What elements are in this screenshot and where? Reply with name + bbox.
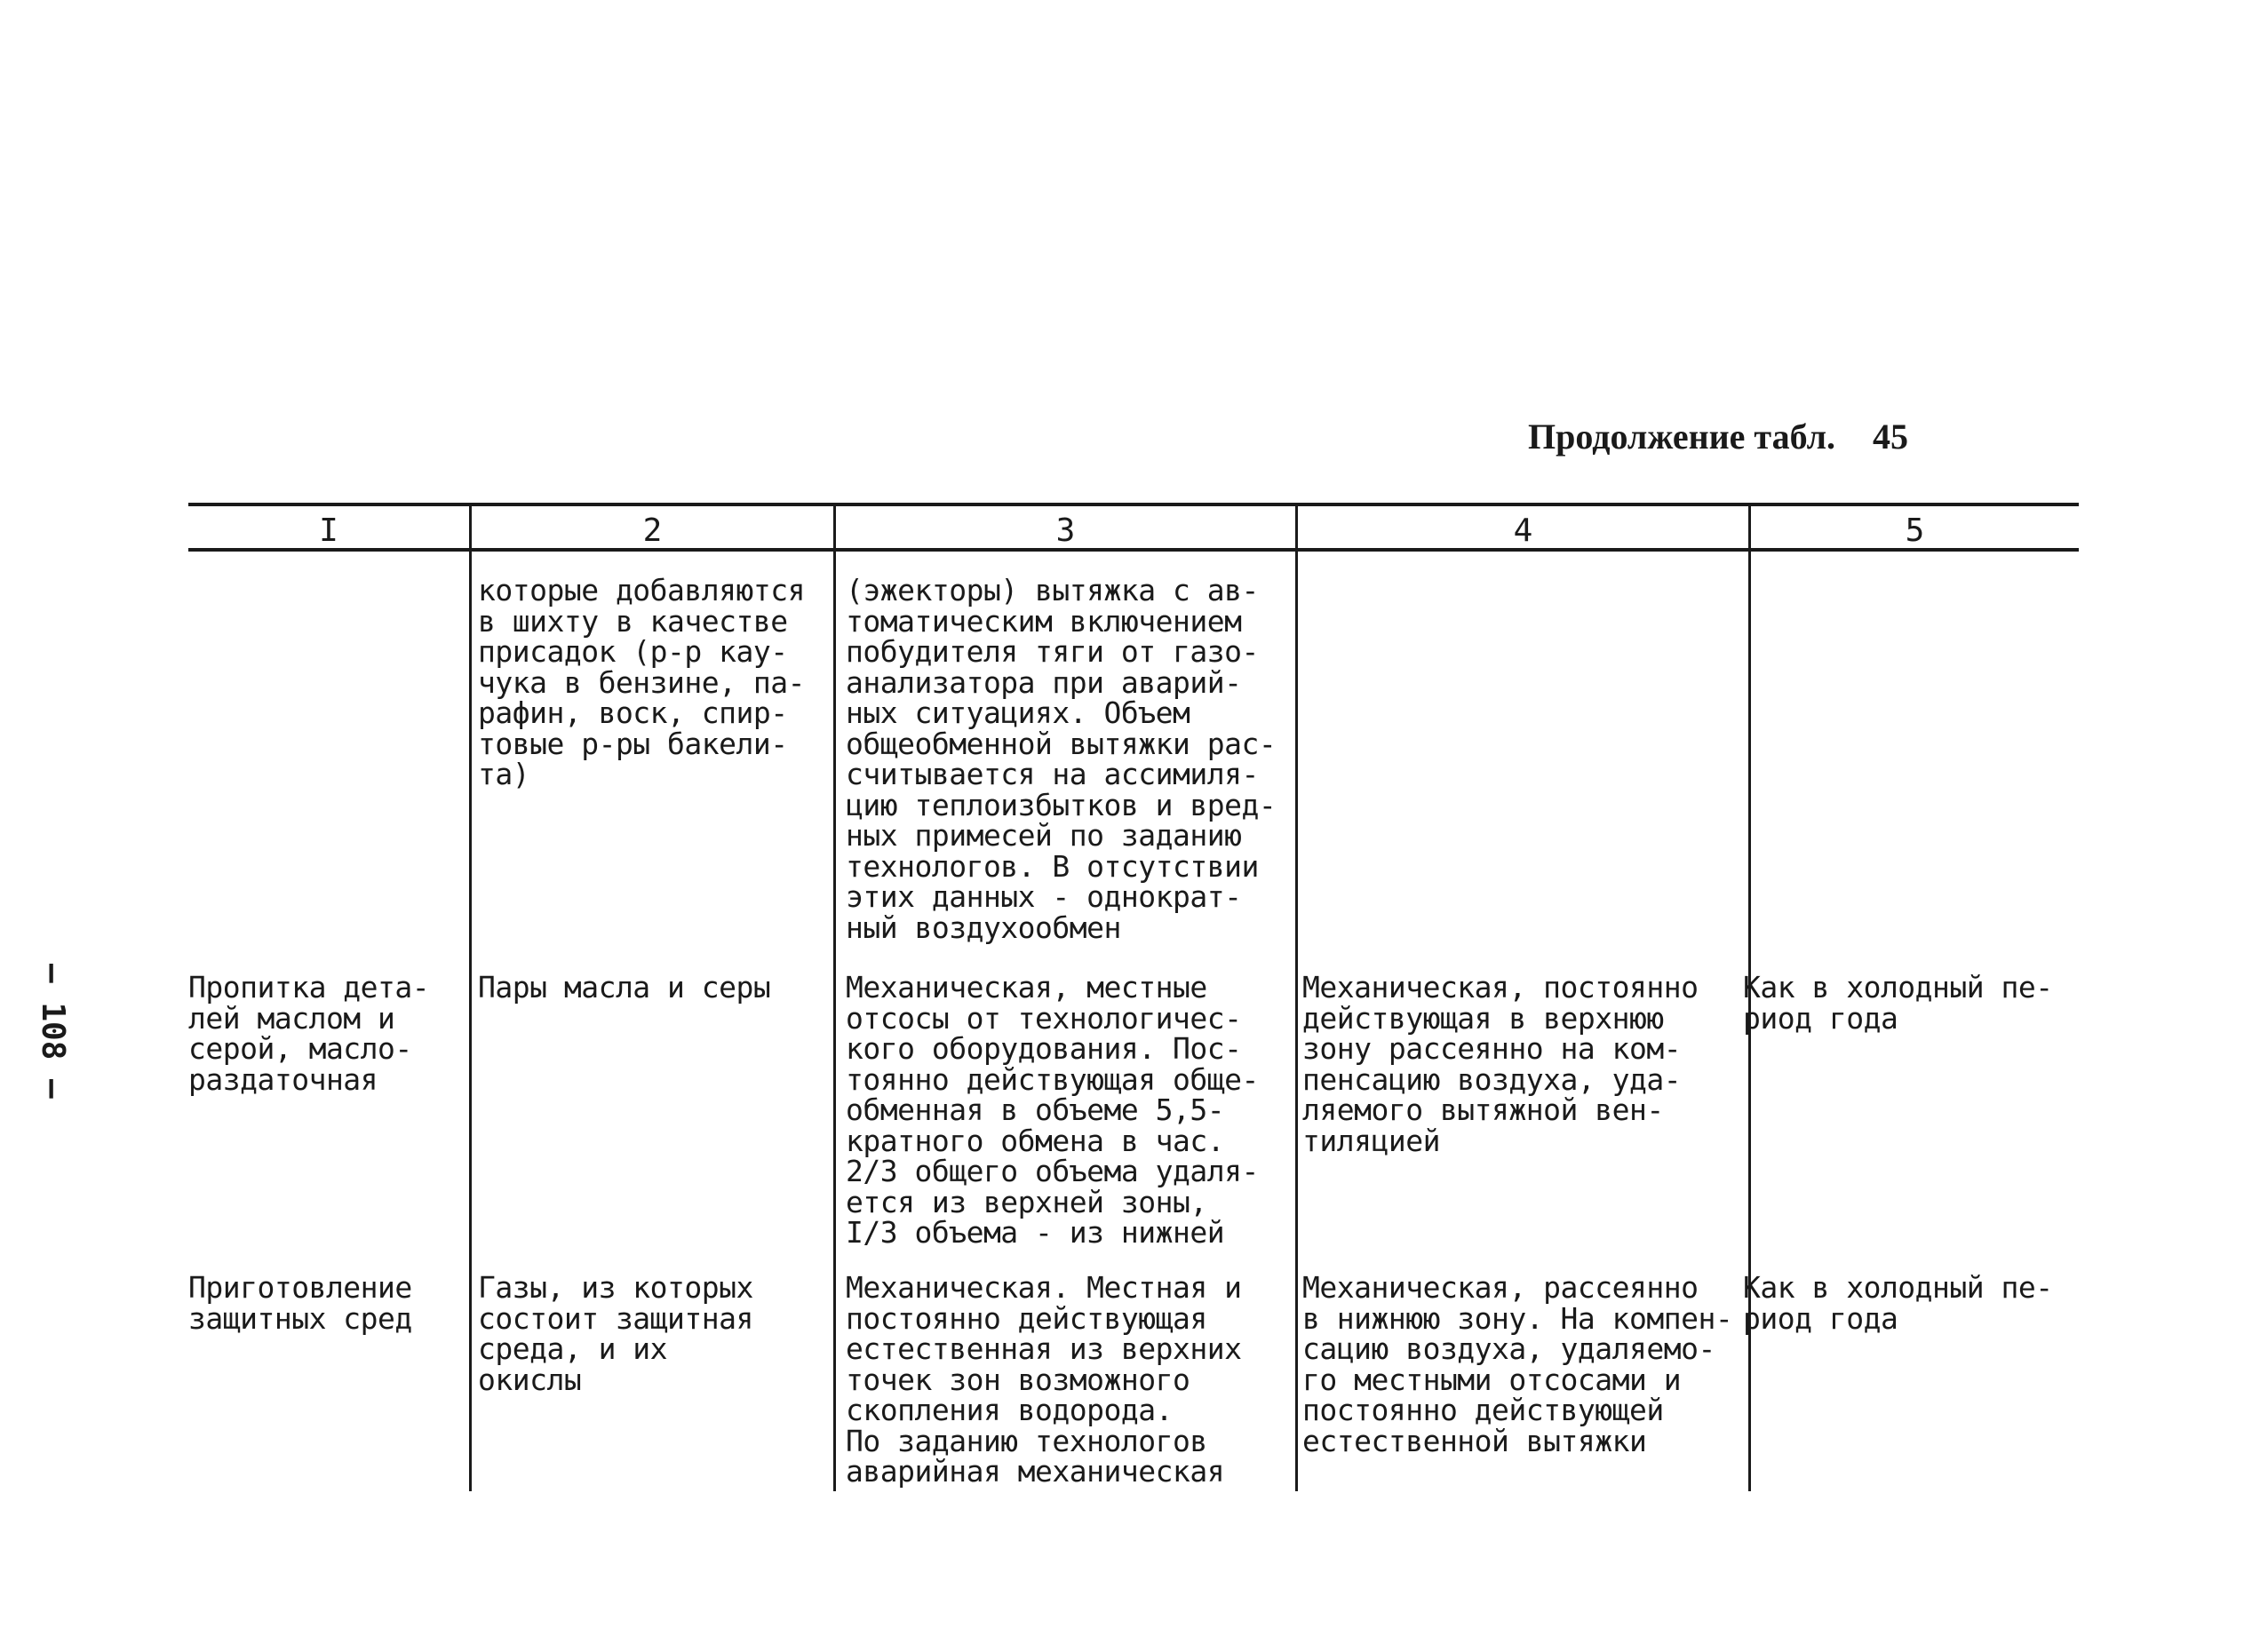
table-caption [1528,416,1908,457]
table-top-rule [188,503,2079,506]
row3-col2: Газы, из которых состоит защитная среда, и их окислы [478,1270,753,1397]
row2-col2: Пары масла и серы [478,970,771,1005]
page-number: — 108 — [35,964,71,1099]
header-col-2: 2 [642,512,663,549]
row1-col3: (эжекторы) вытяжка с ав- томатическим включением побудителя тяги от газо- анализатора при аварий- ных ситуациях. Объем общеобменной вытяжки рас- считывается на ассимиля- цию теплоизбытков и вред- ных примесей по заданию технологов. В отсутствии этих данных - однократ- ный воздухообмен [846,573,1277,945]
row3-col1: Приготовление защитных сред [188,1270,412,1336]
row2-col3: Механическая, местные отсосы от технологичес- кого оборудования. Пос- тоянно действующая обще- обменная в объеме 5,5- кратного обмена в час. 2/3 общего объема удаля- ется из верхней зоны, I/3 объема - из нижней [846,970,1259,1250]
column-divider-2 [833,503,836,1491]
column-divider-3 [1295,503,1298,1491]
row2-col5: Как в холодный пе- риод года [1743,970,2053,1036]
header-col-3: 3 [1055,512,1076,549]
row3-col5: Как в холодный пе- риод года [1743,1270,2053,1336]
header-col-1: I [319,512,338,549]
caption-label: Продолжение табл. [1528,417,1836,457]
row3-col3: Механическая. Местная и постоянно действующая естественная из верхних точек зон возможного скопления водорода. По заданию технологов аварийная механическая [846,1270,1242,1489]
table-number: 45 [1873,417,1909,457]
row2-col4: Механическая, постоянно действующая в верхнюю зону рассеянно на ком- пенсацию воздуха, уда- ляемого вытяжной вен- тиляцией [1302,970,1699,1158]
header-col-4: 4 [1513,512,1533,549]
row3-col4: Механическая, рассеянно в нижнюю зону. На компен- сацию воздуха, удаляемо- го местными отсосами и постоянно действующей естественной вытяжки [1302,1270,1733,1458]
row1-col2: которые добавляются в шихту в качестве присадок (р-р кау- чука в бензине, па- рафин, воск, спир- товые р-ры бакели- та) [478,573,805,791]
header-col-5: 5 [1905,512,1925,549]
column-divider-1 [469,503,472,1491]
row2-col1: Пропитка дета- лей маслом и серой, масло- раздаточная [188,970,430,1097]
